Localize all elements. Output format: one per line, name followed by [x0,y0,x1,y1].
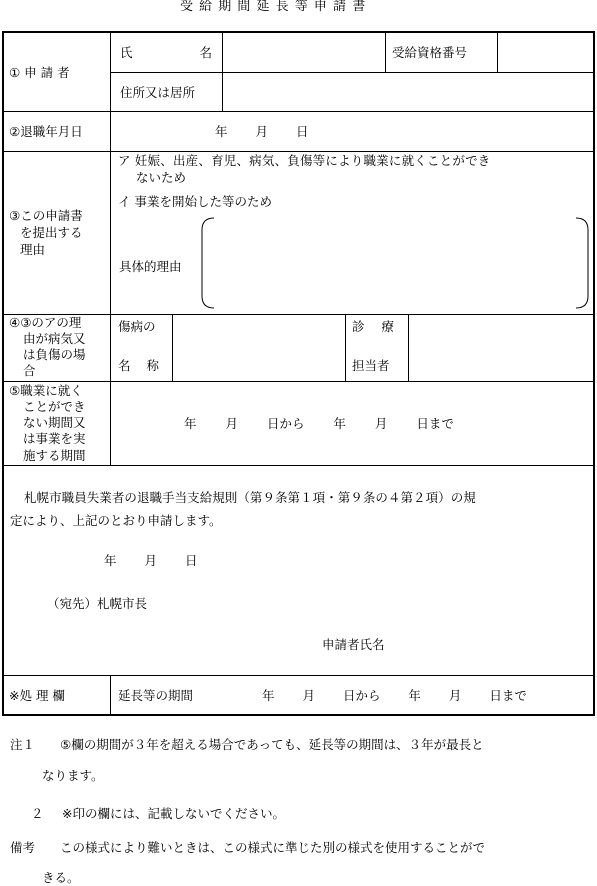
specific-reason-bracket[interactable] [198,216,592,310]
statement-line2: 定により、上記のとおり申請します。 [10,513,222,528]
specific-reason-label: 具体的理由 [119,259,182,274]
name-field[interactable] [223,32,385,72]
period-range[interactable]: 年 月 日から 年 月 日まで [184,416,454,431]
illness-label-line4: 合 [23,363,36,378]
retirement-date-format[interactable]: 年 月 日 [215,124,309,139]
statement-line1: 札幌市職員失業者の退職手当支給規則（第９条第１項・第９条の４第２項）の規 [24,490,476,505]
reason-label-line1: ③この申請書 [9,208,83,223]
remark-prefix: 備考 [10,840,36,855]
doctor-label-line1: 診 療 [352,319,394,334]
disease-name-field[interactable] [173,315,345,381]
note1-line1: ⑤欄の期間が３年を超える場合であっても、延長等の期間は、３年が最長と [60,737,484,752]
reason-option-b[interactable]: イ 事業を開始した等のため [118,194,272,209]
address-label: 住所又は居所 [120,85,196,100]
reason-option-a-line2: ないため [136,170,187,185]
reason-label-line2: を提出する [20,225,83,240]
signature-field[interactable] [405,630,590,660]
disease-name-label-line1: 傷病の [118,319,156,334]
reason-option-a-line1[interactable]: ア 妊娠、出産、育児、病気、負傷等により職業に就くことができ [118,153,491,168]
processing-label: ※処 理 欄 [9,688,65,703]
form-title: 受 給 期 間 延 長 等 申 請 書 [180,0,367,14]
note2-text: ※印の欄には、記載しないでください。 [62,806,285,821]
period-label-line3: ない期間又 [23,415,86,430]
period-label-line4: は事業を実 [23,431,86,446]
right-bracket-icon [576,218,588,308]
name-label-text: 氏 名 [120,45,212,60]
extension-period-label: 延長等の期間 [118,688,194,703]
doctor-label-line2: 担当者 [352,358,390,373]
applicant-header: ① 申 請 者 [9,65,70,80]
note2-prefix: ２ [31,806,44,821]
period-label-line2: ことができ [23,399,86,414]
period-label-line5: 施する期間 [23,448,86,463]
left-bracket-icon [202,218,214,308]
period-label-line1: ⑤職業に就く [9,383,83,398]
disease-name-label-line2: 名 称 [118,358,159,373]
remark-line1: この様式により難いときは、この様式に準じた別の様式を使用することがで [60,840,486,855]
extension-period-range: 年 月 日から 年 月 日まで [262,688,527,703]
signature-label: 申請者氏名 [322,637,385,652]
eligibility-number-field[interactable] [498,32,593,72]
illness-label-line2: 由が病気又 [23,331,86,346]
illness-label-line1: ④③のアの理 [9,315,82,330]
name-label [120,45,212,60]
addressee: （宛先）札幌市長 [47,596,148,611]
retirement-date-label: ②退職年月日 [9,124,83,139]
application-date[interactable]: 年 月 日 [104,553,198,568]
remark-line2: きる。 [42,870,80,885]
note1-line2: なります。 [42,768,104,783]
reason-label-line3: 理由 [20,242,46,257]
illness-label-line3: は負傷の場 [23,347,86,362]
address-field[interactable] [223,73,593,111]
doctor-field[interactable] [409,315,593,381]
note1-prefix: 注１ [10,737,36,752]
eligibility-number-label: 受給資格番号 [392,45,468,60]
